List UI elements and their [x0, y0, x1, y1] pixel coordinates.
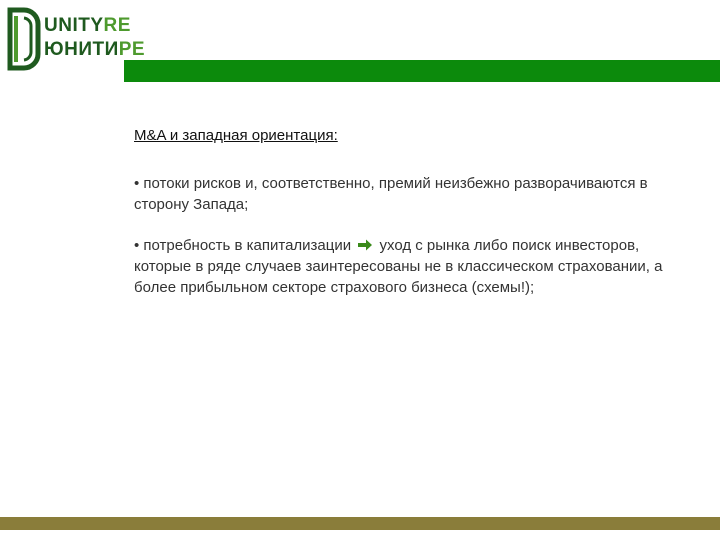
slide-content [134, 126, 674, 318]
footer-olive-bar [0, 517, 720, 530]
logo-text-yuniti: ЮНИТИ [44, 39, 119, 60]
bullet-western-orientation: • потоки рисков и, соответственно, премий неизбежно разворачиваются в сторону Запада; [134, 175, 648, 213]
bullet-capitalization [134, 235, 674, 298]
logo-text-re-cyr: РЕ [118, 39, 146, 60]
header-green-bar [124, 60, 720, 82]
arrow-right-icon [357, 239, 373, 251]
logo-text-cyrillic [44, 40, 145, 59]
slide-heading: M&A и западная ориентация: [134, 127, 338, 144]
bullet-capitalization-end: уход с рынка либо поиск инвесторов, которые в ряде случаев заинтересованы не в классическом страховании, а более прибыльном секторе страхового бизнеса (схемы!); [134, 237, 663, 296]
logo-text-unity: UNITY [44, 15, 104, 36]
logo-text-re: RE [103, 15, 131, 36]
bullet-capitalization-start: • потребность в капитализации [134, 237, 352, 254]
company-logo [4, 6, 146, 72]
logo-emblem-icon [4, 6, 42, 72]
logo-text-latin [44, 16, 131, 35]
